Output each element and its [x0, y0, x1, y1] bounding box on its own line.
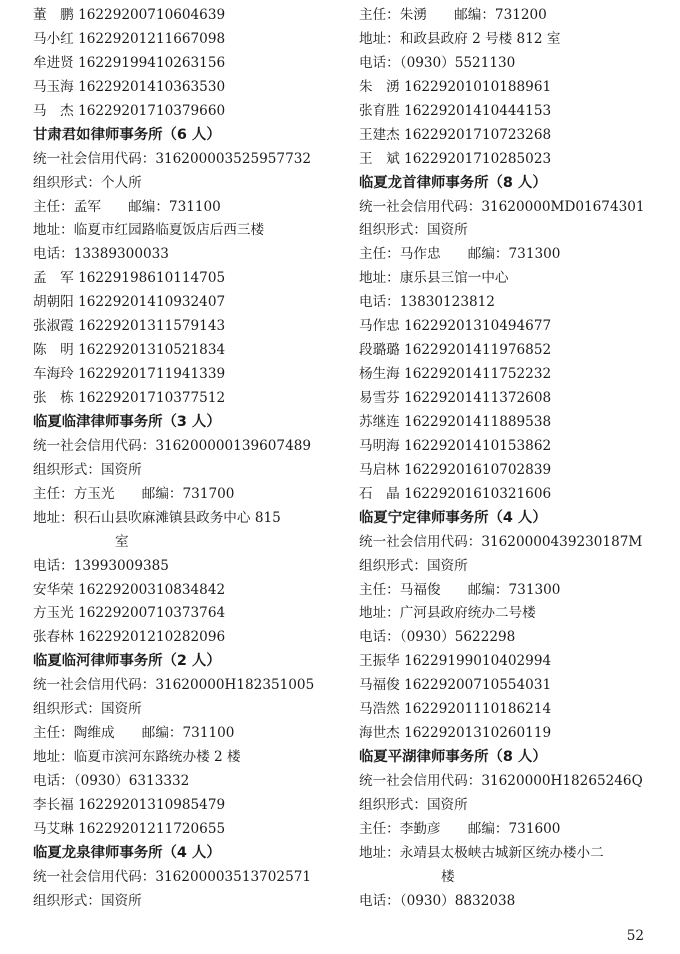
lawyer-entry: 张育胜 16229201410444153 [359, 102, 552, 119]
lawyer-entry: 王振华 16229199010402994 [359, 653, 552, 670]
firm-info-line: 电话：（0930）8832038 [359, 892, 516, 909]
firm-info-line: 地址：永靖县太极峡古城新区统办楼小二 [359, 844, 604, 861]
firm-info-line: 组织形式：国资所 [359, 796, 468, 813]
firm-info-line: 统一社会信用代码：316200003513702571 [33, 868, 312, 885]
lawyer-entry: 陈 明 16229201310521834 [33, 342, 226, 359]
firm-info-line: 主任：李勤彦 邮编：731600 [359, 820, 561, 837]
lawyer-entry: 张淑霞 16229201311579143 [33, 318, 226, 335]
firm-heading: 临夏龙首律师事务所（8 人） [359, 174, 547, 191]
lawyer-entry: 牟进贤 16229199410263156 [33, 54, 226, 71]
lawyer-entry: 马 杰 16229201710379660 [33, 102, 226, 119]
lawyer-entry: 董 鹏 16229200710604639 [33, 7, 226, 23]
lawyer-entry: 胡朝阳 16229201410932407 [33, 294, 226, 311]
firm-heading: 甘肃君如律师事务所（6 人） [33, 126, 221, 143]
firm-info-line: 地址：临夏市滨河东路统办楼 2 楼 [33, 749, 241, 766]
firm-info-line: 电话：（0930）5521130 [359, 54, 516, 71]
firm-info-line: 电话：（0930）6313332 [33, 773, 190, 789]
firm-info-line: 组织形式：国资所 [33, 461, 142, 478]
lawyer-entry: 石 晶 16229201610321606 [359, 485, 552, 502]
lawyer-entry: 张春林 16229201210282096 [33, 629, 226, 646]
firm-info-line: 地址：康乐县三馆一中心 [359, 270, 509, 287]
firm-info-line: 统一社会信用代码：316200003525957732 [33, 150, 312, 167]
lawyer-entry: 易雪芬 16229201411372608 [359, 390, 552, 406]
firm-info-line: 组织形式：国资所 [359, 222, 468, 239]
firm-heading: 临夏临津律师事务所（3 人） [33, 413, 221, 430]
lawyer-entry: 张 栋 16229201710377512 [33, 390, 226, 406]
lawyer-entry: 王建杰 16229201710723268 [359, 126, 552, 143]
address-continuation: 室 [115, 533, 129, 550]
firm-info-line: 组织形式：国资所 [359, 557, 468, 574]
lawyer-entry: 李长福 16229201310985479 [33, 796, 226, 813]
firm-info-line: 地址：积石山县吹麻滩镇县政务中心 815 [33, 509, 281, 526]
firm-heading: 临夏平湖律师事务所（8 人） [359, 749, 547, 766]
firm-info-line: 统一社会信用代码：31620000H182351005 [33, 677, 315, 694]
firm-info-line: 统一社会信用代码：31620000MD01674301 [359, 198, 645, 215]
firm-info-line: 统一社会信用代码：31620000H18265246Q [359, 773, 643, 789]
page-number: 52 [626, 928, 644, 944]
firm-info-line: 电话：13830123812 [359, 294, 495, 311]
firm-info-line: 统一社会信用代码：31620000439230187M [359, 533, 643, 550]
firm-info-line: 统一社会信用代码：316200000139607489 [33, 437, 312, 454]
firm-info-line: 主任：朱湧 邮编：731200 [359, 7, 547, 23]
firm-heading: 临夏宁定律师事务所（4 人） [359, 509, 547, 526]
firm-info-line: 组织形式：国资所 [33, 701, 142, 718]
firm-info-line: 电话：13389300033 [33, 246, 169, 263]
lawyer-entry: 海世杰 16229201310260119 [359, 725, 552, 742]
firm-info-line: 地址：和政县政府 2 号楼 812 室 [359, 30, 561, 47]
firm-info-line: 电话：（0930）5622298 [359, 629, 516, 646]
lawyer-entry: 朱 湧 16229201010188961 [359, 78, 552, 95]
firm-heading: 临夏临河律师事务所（2 人） [33, 653, 221, 670]
firm-info-line: 主任：马作忠 邮编：731300 [359, 246, 561, 263]
lawyer-entry: 方玉光 16229200710373764 [33, 605, 226, 622]
lawyer-entry: 马玉海 16229201410363530 [33, 78, 226, 95]
firm-heading: 临夏龙泉律师事务所（4 人） [33, 844, 221, 861]
firm-info-line: 组织形式：个人所 [33, 174, 142, 191]
firm-info-line: 地址：广河县政府统办二号楼 [359, 605, 536, 622]
lawyer-entry: 马明海 16229201410153862 [359, 437, 552, 454]
firm-info-line: 主任：孟军 邮编：731100 [33, 198, 221, 215]
firm-info-line: 组织形式：国资所 [33, 892, 142, 909]
lawyer-entry: 马作忠 16229201310494677 [359, 318, 552, 335]
left-column [33, 4, 353, 914]
lawyer-entry: 段璐璐 16229201411976852 [359, 342, 552, 359]
lawyer-entry: 马小红 16229201211667098 [33, 30, 226, 47]
lawyer-entry: 苏继连 16229201411889538 [359, 413, 552, 430]
lawyer-entry: 杨生海 16229201411752232 [359, 366, 552, 383]
firm-info-line: 主任：陶维成 邮编：731100 [33, 725, 235, 742]
lawyer-entry: 马艾琳 16229201211720655 [33, 820, 226, 837]
firm-info-line: 主任：方玉光 邮编：731700 [33, 485, 235, 502]
lawyer-entry: 车海玲 16229201711941339 [33, 366, 226, 383]
right-column [359, 4, 679, 914]
firm-info-line: 地址：临夏市红园路临夏饭店后西三楼 [33, 222, 265, 239]
lawyer-entry: 马启林 16229201610702839 [359, 461, 552, 478]
firm-info-line: 主任：马福俊 邮编：731300 [359, 581, 561, 598]
lawyer-entry: 安华荣 16229200310834842 [33, 581, 226, 598]
lawyer-entry: 王 斌 16229201710285023 [359, 150, 552, 167]
firm-info-line: 电话：13993009385 [33, 557, 169, 574]
lawyer-entry: 马浩然 16229201110186214 [359, 701, 552, 718]
address-continuation: 楼 [441, 868, 455, 885]
lawyer-entry: 孟 军 16229198610114705 [33, 270, 226, 287]
lawyer-entry: 马福俊 16229200710554031 [359, 677, 552, 694]
